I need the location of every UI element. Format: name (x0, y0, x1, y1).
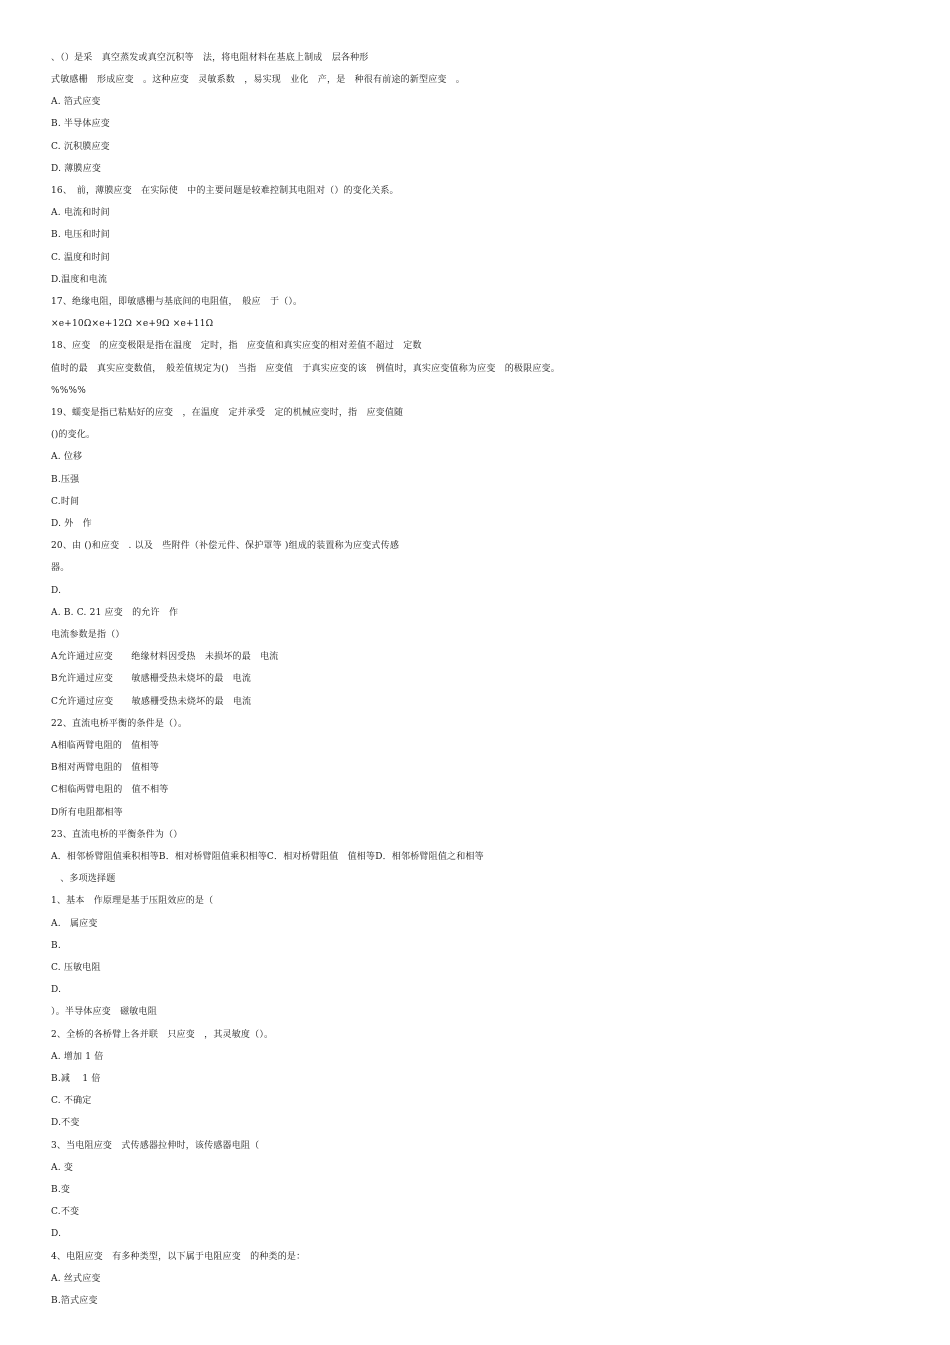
text-line: D. 外 作 (51, 519, 92, 529)
text-line: A．相邻桥臂阻值乘积相等B．相对桥臂阻值乘积相等C．相对桥臂阻值 值相等D．相邻桥臂阻值之和相等 (51, 852, 484, 862)
text-line: B相对两臂电阻的 值相等 (51, 763, 160, 773)
text-line: ×e+10Ω×e+12Ω ×e+9Ω ×e+11Ω (51, 319, 214, 329)
text-line: 1、基本 作原理是基于压阻效应的是（ (51, 896, 214, 906)
text-line: 、（）是采 真空蒸发或真空沉积等 法，将电阻材料在基底上制成 层各种形 (51, 53, 369, 63)
text-line: C相临两臂电阻的 值不相等 (51, 785, 169, 795)
text-line: B. 电压和时间 (51, 230, 110, 240)
text-line: A. 增加 1 倍 (51, 1052, 104, 1062)
text-line: A. 属应变 (51, 919, 98, 929)
text-line: 值时的最 真实应变数值， 般差值规定为() 当指 应变值 于真实应变的该 例值时，真实应变值称为应变 的极限应变。 (51, 364, 560, 374)
text-line: C. 沉积膜应变 (51, 142, 110, 152)
text-line: B. (51, 941, 61, 951)
text-line: 23、直流电桥的平衡条件为（） (51, 830, 183, 840)
text-line: 式敏感栅 形成应变 。这种应变 灵敏系数 ，易实现 业化 产，是 种很有前途的新型应变 。 (51, 75, 466, 85)
text-line: C.时间 (51, 497, 80, 507)
text-line: D.温度和电流 (51, 275, 108, 285)
text-line: 18、应变 的应变极限是指在温度 定时，指 应变值和真实应变的相对差值不超过 定数 (51, 341, 422, 351)
text-line: %%%% (51, 386, 87, 396)
text-line: A. 电流和时间 (51, 208, 110, 218)
section-heading: 、多项选择题 (51, 874, 116, 884)
text-line: B.减 1 倍 (51, 1074, 101, 1084)
text-line: C. 不确定 (51, 1096, 92, 1106)
text-line: C.不变 (51, 1207, 80, 1217)
text-line: ()的变化。 (51, 430, 96, 440)
text-line: C. 压敏电阻 (51, 963, 101, 973)
text-line: A. 变 (51, 1163, 74, 1173)
text-line: 3、当电阻应变 式传感器拉伸时，该传感器电阻（ (51, 1141, 260, 1151)
text-line: A允许通过应变 绝缘材料因受热 未损坏的最 电流 (51, 652, 279, 662)
text-line: 电流参数是指（） (51, 630, 125, 640)
text-line: D. (51, 586, 62, 596)
text-line: D. 薄膜应变 (51, 164, 102, 174)
text-line: 4、电阻应变 有多种类型，以下属于电阻应变 的种类的是： (51, 1252, 306, 1262)
text-line: D. (51, 985, 62, 995)
text-line: 19、蠕变是指已粘贴好的应变 ，在温度 定并承受 定的机械应变时，指 应变值随 (51, 408, 404, 418)
text-line: 20、由 ()和应变 . 以及 些附件（补偿元件、保护罩等 )组成的装置称为应变式传感 (51, 541, 400, 551)
text-line: B.压强 (51, 475, 80, 485)
text-line: B.变 (51, 1185, 71, 1195)
text-line: A. B. C. 21 应变 的允许 作 (51, 608, 179, 618)
text-line: A. 丝式应变 (51, 1274, 101, 1284)
text-line: A相临两臂电阻的 值相等 (51, 741, 159, 751)
text-line: C. 温度和时间 (51, 253, 110, 263)
text-line: 16、 前，薄膜应变 在实际使 中的主要问题是较难控制其电阻对（）的变化关系。 (51, 186, 399, 196)
text-line: A. 箔式应变 (51, 97, 101, 107)
text-line: ）。半导体应变 磁敏电阻 (51, 1007, 157, 1017)
text-line: D. (51, 1229, 62, 1239)
text-line: 17、绝缘电阻，即敏感栅与基底间的电阻值， 般应 于（）。 (51, 297, 303, 307)
text-line: D.不变 (51, 1118, 80, 1128)
text-line: B.箔式应变 (51, 1296, 98, 1306)
text-line: 器。 (51, 563, 70, 573)
text-line: 2、全桥的各桥臂上各并联 只应变 ，其灵敏度（）。 (51, 1030, 274, 1040)
text-line: C允许通过应变 敏感栅受热未烧坏的最 电流 (51, 697, 252, 707)
text-line: B允许通过应变 敏感栅受热未烧坏的最 电流 (51, 674, 252, 684)
text-line: D所有电阻都相等 (51, 808, 123, 818)
text-line: B. 半导体应变 (51, 119, 110, 129)
text-line: A. 位移 (51, 452, 83, 462)
text-line: 22、直流电桥平衡的条件是（）。 (51, 719, 188, 729)
